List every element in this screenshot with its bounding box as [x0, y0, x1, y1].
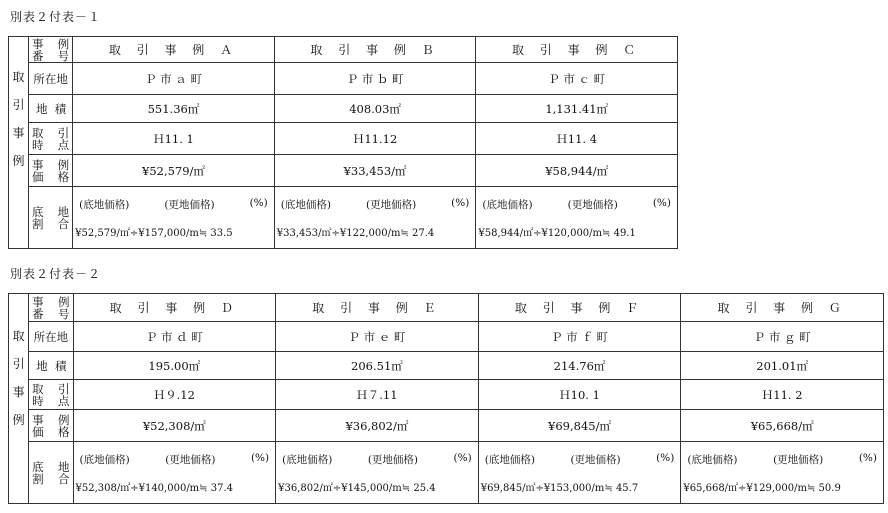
row-date — [9, 380, 884, 410]
transaction-table-1 — [8, 36, 678, 249]
row-date — [9, 123, 678, 155]
ratio-calculation: ¥69,845/㎡÷¥153,000/m≒ 45.7 — [480, 482, 639, 494]
case-area: 195.00㎡ — [73, 352, 276, 380]
ratio-calculation: ¥58,944/㎡÷¥120,000/m≒ 49.1 — [478, 227, 636, 239]
side-label — [9, 322, 29, 504]
table2.row_labels.number-label-row — [32, 308, 72, 320]
label-number — [29, 37, 73, 63]
table2.row_labels.number-label-char: 例 — [58, 294, 70, 309]
row-location — [9, 322, 884, 352]
table2.row_labels.date-label-char: 取 — [32, 381, 44, 396]
table2.row_labels.ratio-label-char: 地 — [58, 459, 70, 474]
case-date: Ｈ10. 1 — [478, 380, 681, 410]
row-location — [9, 63, 678, 95]
ratio-calculation: ¥65,668/㎡÷¥129,000/m≒ 50.9 — [683, 482, 841, 494]
label-price — [29, 155, 73, 187]
side-label-char: 例 — [12, 412, 25, 427]
case-date: Ｈ11.12 — [274, 123, 476, 155]
table2.row_labels.date-label-char: 引 — [58, 381, 70, 396]
case-location: Ｐ 市 ｃ 町 — [476, 63, 678, 95]
table1.row_labels.number-label-char: 例 — [57, 36, 70, 51]
side-label — [9, 63, 29, 249]
ratio-calculation: ¥52,579/㎡÷¥157,000/m≒ 33.5 — [75, 227, 233, 239]
ratio-calculation: ¥36,802/㎡÷¥145,000/m≒ 25.4 — [278, 482, 436, 494]
ratio-header-label: (%) — [250, 451, 270, 464]
table2.row_labels.number-label-row — [32, 296, 72, 308]
case-price: ¥69,845/㎡ — [478, 410, 681, 442]
table2.row_labels.price-label-char: 例 — [58, 412, 70, 427]
ratio-header — [278, 452, 476, 467]
ratio-header-label: (底地価格) — [79, 453, 130, 466]
table1.row_labels.number-label-row — [32, 50, 72, 62]
case-date: Ｈ11. 1 — [73, 123, 275, 155]
label-location: 所在地 — [29, 322, 73, 352]
ratio-header-label: (%) — [451, 196, 470, 209]
side-label-char: 取 — [12, 69, 25, 84]
case-date: Ｈ７.11 — [276, 380, 479, 410]
transaction-table-2 — [8, 293, 884, 504]
row-number — [9, 37, 678, 63]
case-price: ¥36,802/㎡ — [276, 410, 479, 442]
ratio-header-label: (底地価格) — [79, 198, 130, 211]
case-ratio — [73, 187, 275, 249]
ratio-header-label: (底地価格) — [482, 198, 533, 211]
table1.row_labels.number-label-char: 事 — [32, 36, 44, 51]
table1.row_labels.ratio-label-char: 底 — [32, 204, 44, 219]
row-area — [9, 95, 678, 123]
ratio-header-label: (更地価格) — [164, 198, 215, 211]
table1.row_labels.date-label-char: 取 — [32, 125, 44, 140]
table1.row_labels.price-label-char: 事 — [32, 157, 44, 172]
case-header: 取 引 事 例 Ｂ — [274, 37, 476, 63]
ratio-header-label: (%) — [652, 196, 671, 209]
table2.row_labels.price-label-char: 価 — [32, 424, 44, 439]
table1.row_labels.price-label-row — [32, 171, 72, 183]
case-date: Ｈ11. 2 — [681, 380, 884, 410]
case-area: 214.76㎡ — [478, 352, 681, 380]
table1-caption: 別表２付表－１ — [10, 10, 102, 24]
case-ratio — [73, 442, 276, 504]
table1.row_labels.ratio-label-row — [32, 206, 72, 218]
case-date: Ｈ11. 4 — [476, 123, 678, 155]
table2.row_labels.ratio-label-row — [32, 461, 72, 473]
side-label-char: 取 — [12, 328, 25, 343]
table2.row_labels.date-label-row — [32, 383, 72, 395]
table1.row_labels.number-label-char: 号 — [57, 48, 70, 63]
table1.row_labels.price-label-char: 例 — [57, 157, 70, 172]
area-label-row — [32, 360, 72, 372]
table2.row_labels.ratio-label-char: 合 — [58, 471, 70, 486]
table2.row_labels.price-label-row — [32, 426, 72, 438]
table1.row_labels.date-label-char: 引 — [57, 125, 70, 140]
label-number — [29, 294, 73, 322]
label-ratio — [29, 187, 73, 249]
table2.row_labels.date-label-char: 時 — [32, 393, 44, 408]
ratio-header — [277, 197, 474, 212]
case-header: 取 引 事 例 Ｆ — [478, 294, 681, 322]
case-price: ¥33,453/㎡ — [274, 155, 476, 187]
table2.row_labels.ratio-label-row — [32, 473, 72, 485]
side-label-empty — [9, 37, 29, 63]
table1.row_labels.ratio-label-char: 地 — [57, 204, 70, 219]
case-location: Ｐ 市 ｄ 町 — [73, 322, 276, 352]
case-area: 1,131.41㎡ — [476, 95, 678, 123]
case-ratio — [274, 187, 476, 249]
ratio-header-label: (%) — [656, 451, 675, 464]
ratio-header-label: (更地価格) — [365, 198, 417, 211]
ratio-header — [478, 197, 675, 212]
case-ratio — [681, 442, 884, 504]
table2.row_labels.date-label-row — [32, 395, 72, 407]
table2.row_labels.number-label-char: 番 — [32, 306, 44, 321]
area-label-char: 積 — [55, 358, 67, 373]
case-header: 取 引 事 例 Ａ — [73, 37, 275, 63]
row-number — [9, 294, 884, 322]
table2.row_labels.number-label-char: 号 — [58, 306, 70, 321]
case-location: Ｐ 市 ｅ 町 — [276, 322, 479, 352]
case-price: ¥58,944/㎡ — [476, 155, 678, 187]
ratio-header-label: (更地価格) — [567, 198, 618, 211]
case-area: 201.01㎡ — [681, 352, 884, 380]
ratio-calculation: ¥52,308/㎡÷¥140,000/m≒ 37.4 — [75, 482, 233, 494]
case-ratio — [276, 442, 479, 504]
table1.row_labels.date-label-char: 点 — [57, 137, 70, 152]
case-location: Ｐ 市 ｇ 町 — [681, 322, 884, 352]
ratio-header-label: (底地価格) — [687, 453, 738, 466]
table1.row_labels.ratio-label-row — [32, 218, 72, 230]
case-header: 取 引 事 例 Ｅ — [276, 294, 479, 322]
table1.row_labels.ratio-label-char: 合 — [57, 216, 70, 231]
ratio-header-label: (底地価格) — [484, 453, 535, 466]
label-area — [29, 352, 73, 380]
table1.row_labels.ratio-label-char: 割 — [32, 216, 44, 231]
side-label-empty — [9, 294, 29, 322]
case-ratio — [478, 442, 681, 504]
ratio-header-label: (更地価格) — [773, 453, 824, 466]
ratio-header — [76, 452, 274, 467]
area-label-char: 地 — [36, 358, 48, 373]
ratio-header — [683, 452, 881, 467]
ratio-header-label: (%) — [249, 196, 268, 209]
label-date — [29, 123, 73, 155]
label-ratio — [29, 442, 73, 504]
label-date — [29, 380, 73, 410]
case-date: Ｈ９.12 — [73, 380, 276, 410]
ratio-header-label: (%) — [858, 451, 877, 464]
label-price — [29, 410, 73, 442]
table1.row_labels.price-label-row — [32, 159, 72, 171]
side-label-char: 事 — [12, 125, 25, 140]
ratio-header-label: (底地価格) — [280, 198, 331, 211]
table1.row_labels.date-label-row — [32, 139, 72, 151]
table1.row_labels.price-label-char: 格 — [57, 169, 70, 184]
table2.row_labels.date-label-char: 点 — [58, 393, 70, 408]
case-area: 408.03㎡ — [274, 95, 476, 123]
case-price: ¥65,668/㎡ — [681, 410, 884, 442]
ratio-header-label: (更地価格) — [165, 453, 216, 466]
row-area — [9, 352, 884, 380]
area-label-row — [32, 103, 72, 115]
label-area — [29, 95, 73, 123]
table1.row_labels.number-label-char: 番 — [32, 48, 44, 63]
label-location: 所在地 — [29, 63, 73, 95]
case-price: ¥52,308/㎡ — [73, 410, 276, 442]
case-area: 206.51㎡ — [276, 352, 479, 380]
table2.row_labels.price-label-char: 事 — [32, 412, 44, 427]
table2.row_labels.price-label-char: 格 — [58, 424, 70, 439]
ratio-header-label: (更地価格) — [570, 453, 621, 466]
case-ratio — [476, 187, 678, 249]
case-location: Ｐ 市 ｂ 町 — [274, 63, 476, 95]
row-price — [9, 155, 678, 187]
ratio-header-label: (更地価格) — [367, 453, 419, 466]
table1.row_labels.date-label-char: 時 — [32, 137, 44, 152]
ratio-calculation: ¥33,453/㎡÷¥122,000/m≒ 27.4 — [276, 227, 435, 239]
table2-caption: 別表２付表－２ — [10, 267, 102, 281]
side-label-char: 引 — [12, 97, 25, 112]
side-label-char: 引 — [12, 356, 25, 371]
case-area: 551.36㎡ — [73, 95, 275, 123]
case-location: Ｐ 市 ｆ 町 — [478, 322, 681, 352]
case-price: ¥52,579/㎡ — [73, 155, 275, 187]
case-header: 取 引 事 例 Ｇ — [681, 294, 884, 322]
case-header: 取 引 事 例 Ｄ — [73, 294, 276, 322]
table1.row_labels.date-label-row — [32, 127, 72, 139]
row-ratio — [9, 442, 884, 504]
ratio-header-label: (底地価格) — [282, 453, 333, 466]
ratio-header — [75, 197, 272, 212]
table2.row_labels.ratio-label-char: 割 — [32, 471, 44, 486]
area-label-char: 地 — [36, 101, 48, 116]
case-location: Ｐ 市 ａ 町 — [73, 63, 275, 95]
ratio-header-label: (%) — [453, 451, 472, 464]
side-label-char: 事 — [12, 384, 25, 399]
area-label-char: 積 — [54, 101, 67, 116]
table2.row_labels.number-label-char: 事 — [32, 294, 44, 309]
row-price — [9, 410, 884, 442]
table2.row_labels.ratio-label-char: 底 — [32, 459, 44, 474]
row-ratio — [9, 187, 678, 249]
ratio-header — [481, 452, 679, 467]
case-header: 取 引 事 例 Ｃ — [476, 37, 678, 63]
side-label-char: 例 — [12, 153, 25, 168]
table1.row_labels.price-label-char: 価 — [32, 169, 44, 184]
table2.row_labels.price-label-row — [32, 414, 72, 426]
table1.row_labels.number-label-row — [32, 38, 72, 50]
